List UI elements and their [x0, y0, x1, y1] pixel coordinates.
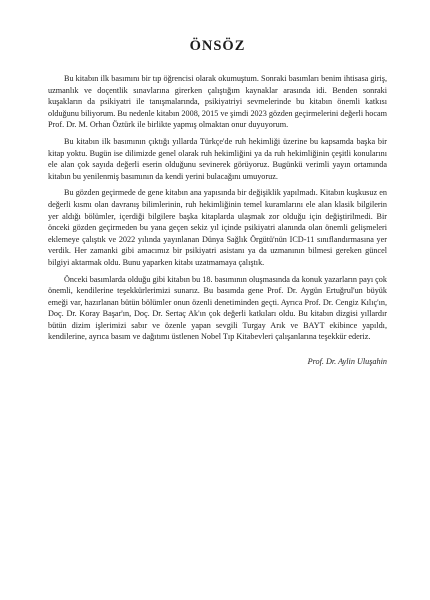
paragraph-2: Bu kitabın ilk basımının çıktığı yıllarda Türkçe'de ruh hekimliği üzerine bu kapsamda başka bir kitap yoktu. Bugün ise dilimizde genel olarak ruh hekimliğini ya da ruh hekimliğinin çeşitli konularını ele alan çok sayıda değerli eserin olduğunu sevinerek görüyoruz. Bugünkü verimli yayın ortamında kitabın bu yenilenmiş basımının da kendi yerini bulacağını umuyoruz. [48, 136, 387, 181]
paragraph-4: Önceki basımlarda olduğu gibi kitabın bu 18. basımının oluşmasında da konuk yazarların payı çok önemli, kendilerine teşekkürlerimizi sunarız. Bu basımda gene Prof. Dr. Aygün Ertuğrul'un büyük emeği var, hazırlanan bütün bölümler onun özenli denetiminden geçti. Ayrıca Prof. Dr. Cengiz Kılıç'ın, Doç. Dr. Koray Başar'ın, Doç. Dr. Sertaç Ak'ın çok değerli katkıları oldu. Bu kitabın dizgisi yıllardır bütün dizim işlerimizi sabır ve özenle yapan sevgili Turgay Arık ve BAYT ekibince yapıldı, kendilerine, ayrıca basım ve dağıtımı üstlenen Nobel Tıp Kitabevleri çalışanlarına teşekkür ederiz. [48, 274, 387, 342]
paragraph-3: Bu gözden geçirmede de gene kitabın ana yapısında bir değişiklik yapılmadı. Kitabın kuşkusuz en değerli kısmı olan davranış bilimlerinin, ruh hekimliğinin temel kuramlarını ele alan klasik bilgilerin yer aldığı bölümler, içerdiği bilgilere başka kitaplarda ulaşmak zor olduğu için değiştirilmedi. Bir önceki gözden geçirmeden bu yana geçen sekiz yıl içinde psikiyatri alanında olan önemli gelişmeleri eklemeye çalıştık ve 2022 yılında yayınlanan Dünya Sağlık Örgütü'nün ICD-11 sınıflandırmasına yer verdik. Her zamanki gibi amacımız bir psikiyatri asistanı ya da uzmanının bilmesi gereken güncel bilgiyi aktarmak oldu. Bunu yaparken kitabı uzatmamaya çalıştık. [48, 188, 387, 267]
signature: Prof. Dr. Aylin Uluşahin [307, 357, 387, 367]
body-text [48, 73, 387, 343]
page-title: ÖNSÖZ [189, 38, 246, 54]
paragraph-1: Bu kitabın ilk basımını bir tıp öğrencisi olarak okumuştum. Sonraki basımları benim ihtisasa giriş, uzmanlık ve doçentlik sınavlarına girerken çalıştığım kaynaklar arasında idi. Benden sonraki kuşakların da psikiyatri ile tanışmalarında, psikiyatriyi sevmelerinde bu kitabın önemli katkısı olduğunu biliyorum. Bu nedenle kitabın 2008, 2015 ve şimdi 2023 gözden geçirmelerini değerli hocam Prof. Dr. M. Orhan Öztürk ile birlikte yapmış olmaktan onur duyuyorum. [48, 74, 387, 130]
